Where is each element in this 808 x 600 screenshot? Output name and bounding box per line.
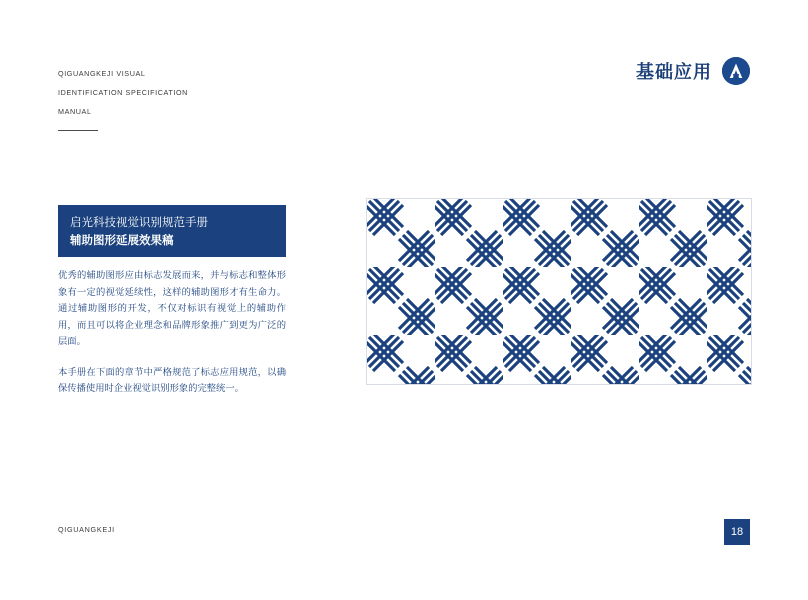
title-band-line-2: 辅助图形延展效果稿 xyxy=(70,233,174,247)
header-line-1: QIGUANGKEJI VISUAL xyxy=(58,69,146,78)
page-number-badge: 18 xyxy=(724,519,750,545)
section-title: 基础应用 xyxy=(636,62,712,83)
pattern-graphic xyxy=(367,199,751,384)
body-paragraph-1: 优秀的辅助图形应由标志发展而来，并与标志和整体形象有一定的视觉延续性，这样的辅助图形才有生命力。通过辅助图形的开发，不仅对标识有视觉上的辅助作用，而且可以将企业理念和品牌形象推广到更为广泛的层面。 xyxy=(58,270,286,347)
header-divider xyxy=(58,130,98,131)
content-body xyxy=(58,268,286,412)
footer-brand: QIGUANGKEJI xyxy=(58,525,115,534)
title-band-line-1: 启光科技视觉识别规范手册 xyxy=(70,215,208,229)
body-paragraph-2: 本手册在下面的章节中严格规范了标志应用规范，以确保传播使用时企业视觉识别形象的完整统一。 xyxy=(58,366,286,394)
company-logo-icon xyxy=(722,57,750,85)
document-header-text xyxy=(58,64,338,121)
content-title-band xyxy=(58,205,286,257)
pattern-preview-panel xyxy=(366,198,752,385)
section-header xyxy=(636,57,750,85)
header-line-2: IDENTIFICATION SPECIFICATION xyxy=(58,88,188,97)
header-line-3: MANUAL xyxy=(58,107,92,116)
